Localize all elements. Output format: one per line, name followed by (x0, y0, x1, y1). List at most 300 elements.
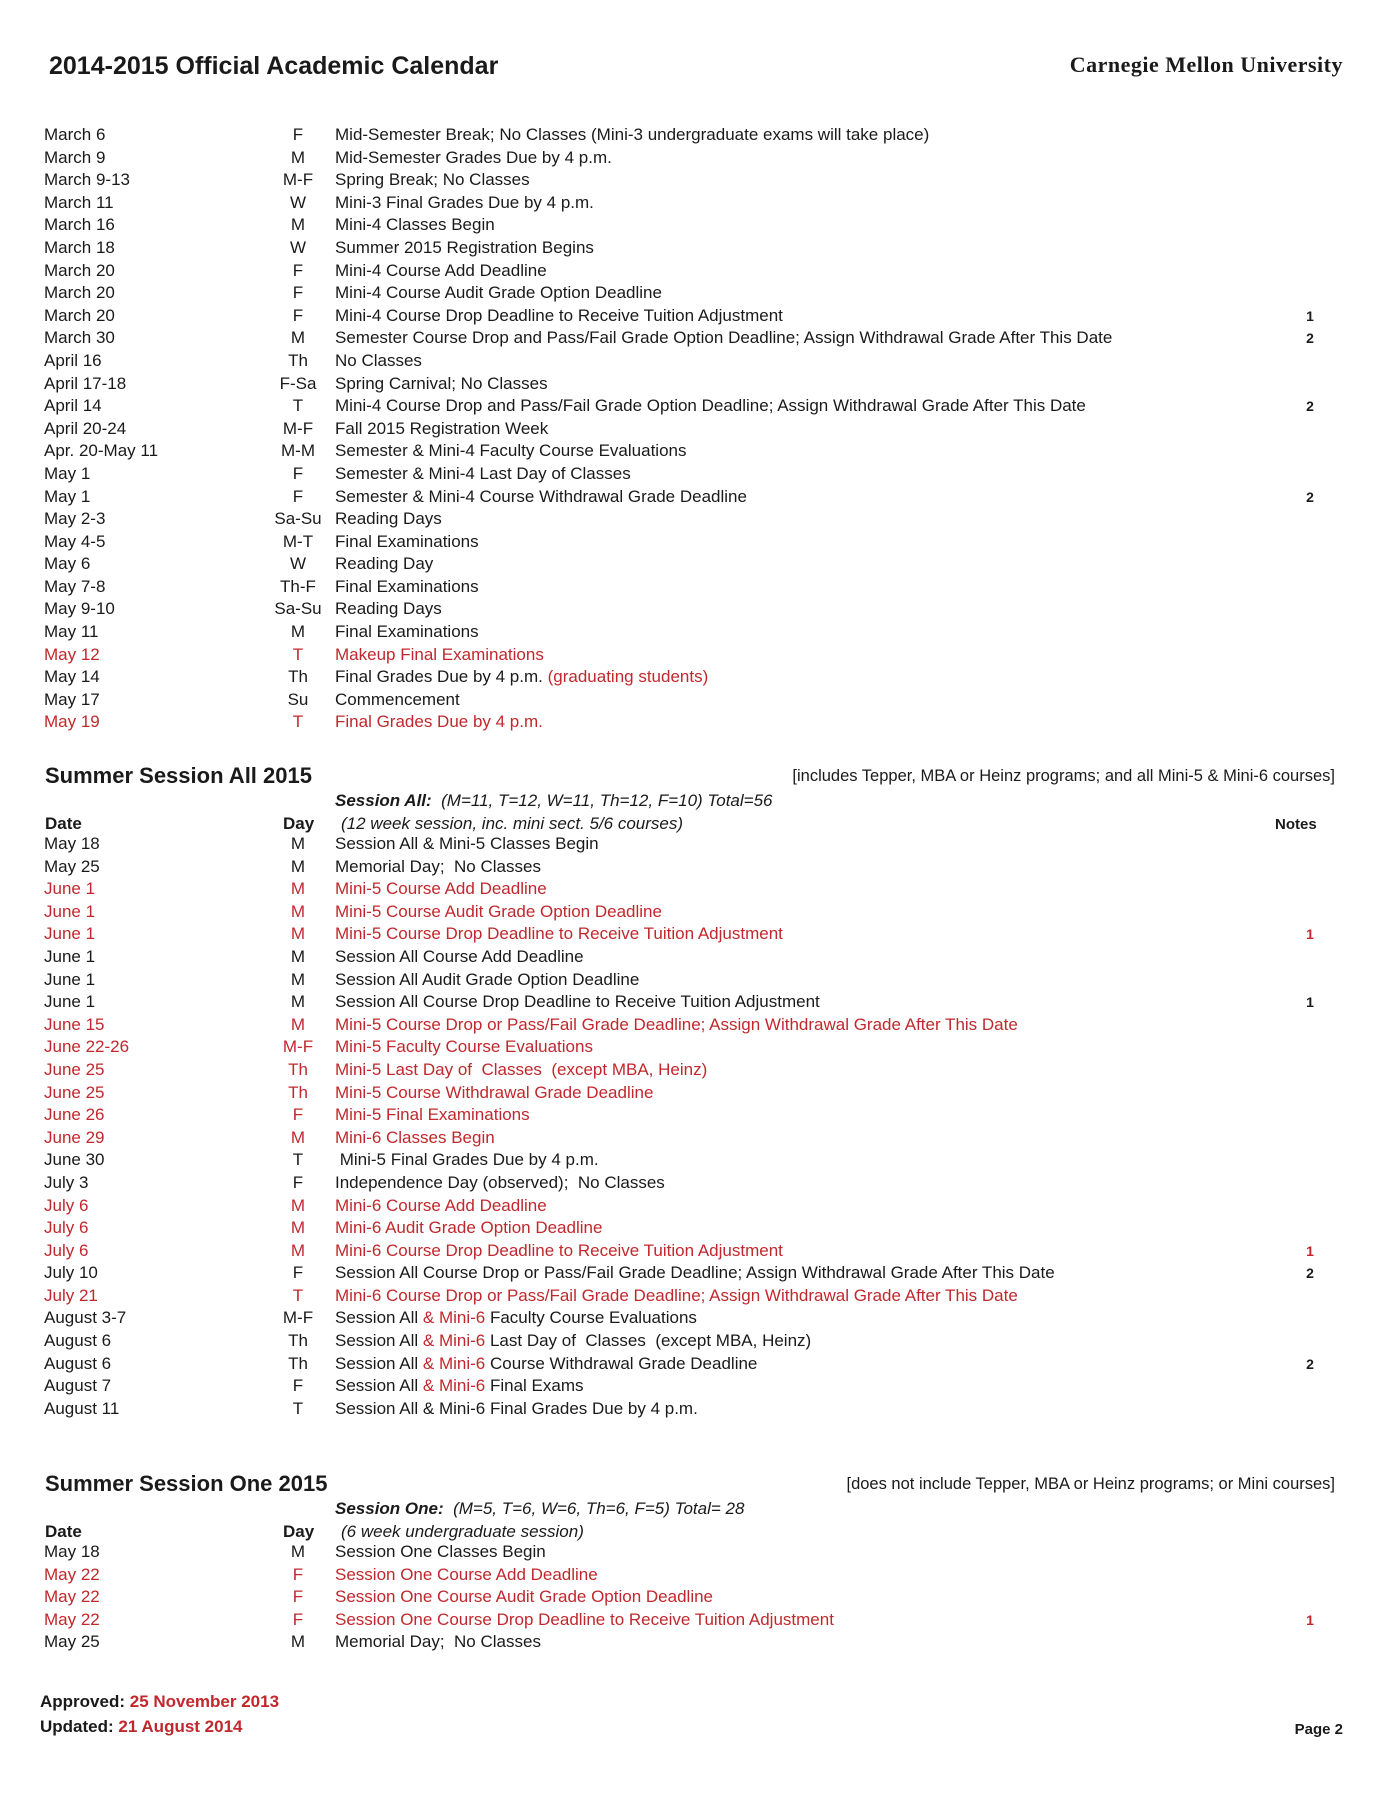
row-day: F (292, 283, 304, 303)
row-date: March 6 (44, 125, 106, 144)
table-row (0, 1375, 1391, 1398)
row-date: May 4-5 (44, 531, 106, 551)
row-event-text: Mini-5 Final Grades Due by 4 p.m. (335, 1150, 599, 1170)
row-event (335, 878, 547, 901)
row-event (335, 1541, 546, 1564)
table-row (0, 621, 1391, 644)
row-event-text: Mini-5 Last Day of Classes (except MBA, Heinz) (335, 1059, 708, 1079)
summer-all-session-desc: (12 week session, inc. mini sect. 5/6 courses) (341, 814, 684, 833)
session-label: Session All: (335, 791, 432, 810)
row-day: Th-F (280, 576, 316, 596)
spring-calendar-table (0, 124, 1391, 734)
row-event (335, 486, 747, 509)
row-event-text: Session All & Mini-6 Final Grades Due by 4 p.m. (335, 1398, 698, 1418)
row-event-text: Mid-Semester Break; No Classes (Mini-3 undergraduate exams will take place) (335, 125, 930, 144)
row-day: M (290, 1542, 306, 1561)
table-row (0, 1541, 1391, 1564)
row-day: F (292, 260, 304, 280)
row-date: May 19 (44, 712, 100, 732)
table-row (0, 923, 1391, 946)
row-day: F (292, 486, 304, 506)
row-event (335, 644, 544, 667)
row-event (335, 1307, 697, 1330)
row-date: June 1 (44, 992, 96, 1012)
row-day: T (292, 712, 304, 732)
row-event (335, 833, 599, 856)
table-row (0, 169, 1391, 192)
row-event-text: Session All Audit Grade Option Deadline (335, 969, 640, 989)
row-date: April 17-18 (44, 373, 127, 393)
row-day: M-M (281, 441, 315, 461)
row-event (335, 901, 662, 924)
row-event (335, 1586, 713, 1609)
page-title: 2014-2015 Official Academic Calendar (49, 52, 499, 80)
row-date: March 16 (44, 215, 115, 235)
row-note: 2 (1306, 330, 1314, 347)
row-day: T (292, 396, 304, 416)
column-header-day: Day (283, 814, 315, 833)
row-event-text: Session All (335, 1353, 419, 1373)
row-date: May 22 (44, 1564, 100, 1584)
row-day: Su (287, 689, 309, 709)
row-day: M-F (282, 1308, 314, 1328)
row-event (335, 689, 460, 712)
row-day: M (290, 147, 306, 167)
table-row (0, 1059, 1391, 1082)
row-event (335, 1082, 653, 1105)
row-event-tail: Course Withdrawal Grade Deadline (485, 1353, 758, 1373)
approved-date: 25 November 2013 (129, 1692, 280, 1711)
row-date: May 18 (44, 1542, 100, 1561)
row-date: June 1 (44, 969, 96, 989)
row-day: M (290, 834, 306, 853)
row-event (335, 1149, 599, 1172)
page-number: Page 2 (1294, 1721, 1343, 1738)
column-header-notes: Notes (1275, 816, 1317, 833)
row-date: May 18 (44, 834, 100, 853)
row-day: T (292, 644, 304, 664)
row-date: May 11 (44, 622, 99, 642)
table-row (0, 508, 1391, 531)
table-row (0, 553, 1391, 576)
row-day: M-F (282, 418, 314, 438)
row-day: M-T (282, 531, 314, 551)
university-name: Carnegie Mellon University (1069, 52, 1343, 77)
row-day: T (292, 1285, 304, 1305)
row-day: F (292, 463, 304, 483)
row-event-text: Session All (335, 1331, 419, 1351)
table-row (0, 440, 1391, 463)
row-event (335, 327, 1112, 350)
row-event-text: Semester & Mini-4 Faculty Course Evaluations (335, 441, 687, 461)
summer-all-session-counts (335, 791, 773, 811)
row-date: April 20-24 (44, 418, 127, 438)
row-date: March 20 (44, 260, 115, 280)
row-event-text: Makeup Final Examinations (335, 644, 544, 664)
row-event (335, 463, 631, 486)
row-date: June 15 (44, 1014, 105, 1034)
row-date: July 10 (44, 1263, 98, 1283)
table-row (0, 531, 1391, 554)
row-date: July 6 (44, 1218, 89, 1238)
row-event-text: Semester & Mini-4 Course Withdrawal Grade Deadline (335, 486, 747, 506)
row-date: May 22 (44, 1609, 100, 1629)
row-event (335, 856, 541, 879)
row-day: Th (288, 1059, 308, 1079)
row-day: M (290, 1195, 306, 1215)
table-row (0, 1330, 1391, 1353)
row-event-text: Reading Day (335, 554, 434, 574)
summer-one-session-desc: (6 week undergraduate session) (341, 1522, 584, 1541)
row-day: Sa-Su (274, 509, 322, 529)
row-event-text: Mini-5 Course Add Deadline (335, 879, 547, 899)
summer-all-table (0, 833, 1391, 1420)
row-event (335, 395, 1086, 418)
table-row (0, 147, 1391, 170)
row-event (335, 169, 530, 192)
row-note: 2 (1306, 488, 1314, 505)
table-row (0, 689, 1391, 712)
row-note: 1 (1306, 1242, 1314, 1259)
row-event-text: Mini-5 Course Withdrawal Grade Deadline (335, 1082, 654, 1102)
row-event-highlight: & Mini-6 (418, 1376, 486, 1396)
row-day: Th (288, 667, 308, 687)
row-date: May 7-8 (44, 576, 106, 596)
row-note: 1 (1306, 1611, 1314, 1628)
row-day: M-F (282, 1037, 314, 1057)
table-row (0, 1104, 1391, 1127)
table-row (0, 598, 1391, 621)
row-note: 1 (1306, 307, 1314, 324)
table-row (0, 1172, 1391, 1195)
summer-one-table (0, 1541, 1391, 1654)
row-event-tail: Faculty Course Evaluations (485, 1308, 697, 1328)
table-row (0, 1564, 1391, 1587)
row-event (335, 1398, 698, 1421)
row-day: F (292, 1376, 304, 1396)
row-date: May 6 (44, 554, 91, 574)
table-row (0, 711, 1391, 734)
row-day: M (290, 1218, 306, 1238)
row-event (335, 418, 548, 441)
row-day: W (289, 192, 307, 212)
table-row (0, 1586, 1391, 1609)
row-event (335, 1172, 665, 1195)
row-event-highlight: & Mini-6 (418, 1308, 486, 1328)
row-event-text: Semester Course Drop and Pass/Fail Grade Option Deadline; Assign Withdrawal Grade After This Date (335, 328, 1113, 348)
row-event (335, 576, 479, 599)
row-day: F (292, 1105, 304, 1125)
row-event-text: Spring Break; No Classes (335, 170, 530, 190)
row-event-text: Mini-5 Course Drop Deadline to Receive Tuition Adjustment (335, 924, 783, 944)
row-date: May 2-3 (44, 509, 106, 529)
row-event-highlight: (graduating students) (542, 667, 709, 687)
row-event (335, 711, 543, 734)
row-day: W (289, 237, 307, 257)
table-row (0, 856, 1391, 879)
row-day: M (290, 622, 306, 642)
row-event-text: Commencement (335, 689, 460, 709)
row-event (335, 192, 594, 215)
table-row (0, 124, 1391, 147)
row-event-text: Reading Days (335, 509, 442, 529)
row-day: M (290, 328, 306, 348)
row-date: May 25 (44, 1632, 100, 1652)
row-day: F (292, 1564, 304, 1584)
approved-line (40, 1692, 279, 1712)
row-event-text: Mini-6 Course Add Deadline (335, 1195, 547, 1215)
row-note: 1 (1306, 994, 1314, 1011)
row-event (335, 440, 686, 463)
session-counts: (M=5, T=6, W=6, Th=6, F=5) Total= 28 (453, 1499, 745, 1518)
row-event (335, 1104, 530, 1127)
table-row (0, 878, 1391, 901)
row-day: Th (288, 1353, 308, 1373)
row-event-text: Memorial Day; No Classes (335, 1632, 541, 1652)
row-date: March 9-13 (44, 170, 130, 190)
row-date: June 1 (44, 924, 96, 944)
row-event-text: Mini-5 Course Audit Grade Option Deadline (335, 901, 662, 921)
row-day: F (292, 1263, 304, 1283)
table-row (0, 237, 1391, 260)
row-event-text: Mini-6 Classes Begin (335, 1127, 495, 1147)
row-event-text: Independence Day (observed); No Classes (335, 1172, 665, 1192)
row-event (335, 531, 479, 554)
row-event (335, 1262, 1055, 1285)
row-event-text: Mini-5 Final Examinations (335, 1105, 530, 1125)
row-date: March 11 (44, 192, 114, 212)
row-event (335, 260, 547, 283)
row-event (335, 991, 820, 1014)
summer-one-title: Summer Session One 2015 (45, 1471, 328, 1496)
table-row (0, 260, 1391, 283)
row-day: M (290, 992, 306, 1012)
table-row (0, 305, 1391, 328)
row-date: May 1 (44, 463, 91, 483)
row-event (335, 1609, 834, 1632)
row-event (335, 373, 548, 396)
table-row (0, 1609, 1391, 1632)
row-date: June 30 (44, 1150, 105, 1170)
table-row (0, 395, 1391, 418)
row-day: W (289, 554, 307, 574)
row-event-text: Session One Course Add Deadline (335, 1564, 598, 1584)
row-date: March 18 (44, 237, 115, 257)
table-row (0, 282, 1391, 305)
row-date: May 22 (44, 1587, 100, 1607)
row-note: 2 (1306, 398, 1314, 415)
row-day: T (292, 1398, 304, 1418)
summer-one-session-counts (335, 1499, 744, 1519)
table-row (0, 1307, 1391, 1330)
row-event-text: Final Examinations (335, 576, 479, 596)
summer-one-includes: [does not include Tepper, MBA or Heinz programs; or Mini courses] (846, 1475, 1335, 1493)
row-event (335, 237, 594, 260)
row-day: Th (288, 1082, 308, 1102)
row-day: F (292, 125, 304, 144)
row-day: Th (288, 350, 308, 370)
row-event (335, 553, 433, 576)
table-row (0, 418, 1391, 441)
table-row (0, 192, 1391, 215)
row-event-text: Mini-5 Faculty Course Evaluations (335, 1037, 593, 1057)
table-row (0, 1127, 1391, 1150)
row-event-text: No Classes (335, 350, 422, 370)
row-event (335, 1217, 602, 1240)
row-event-highlight: & Mini-6 (418, 1331, 486, 1351)
row-day: M (290, 1014, 306, 1034)
table-row (0, 991, 1391, 1014)
row-event (335, 1014, 1018, 1037)
row-event-text: Session All Course Drop Deadline to Receive Tuition Adjustment (335, 992, 820, 1012)
row-event-text: Session All Course Add Deadline (335, 946, 584, 966)
row-day: M (290, 1240, 306, 1260)
table-row (0, 833, 1391, 856)
table-row (0, 1195, 1391, 1218)
table-row (0, 644, 1391, 667)
row-event (335, 1240, 783, 1263)
table-row (0, 1149, 1391, 1172)
row-event-text: Mini-6 Course Drop or Pass/Fail Grade Deadline; Assign Withdrawal Grade After This Date (335, 1285, 1018, 1305)
session-label: Session One: (335, 1499, 444, 1518)
row-day: M (290, 879, 306, 899)
row-event (335, 282, 662, 305)
row-event (335, 1631, 541, 1654)
row-event-text: Session All & Mini-5 Classes Begin (335, 834, 599, 853)
row-date: May 25 (44, 856, 100, 876)
row-event-text: Final Examinations (335, 622, 479, 642)
row-event-text: Session All Course Drop or Pass/Fail Grade Deadline; Assign Withdrawal Grade After This Date (335, 1263, 1055, 1283)
row-date: March 20 (44, 283, 115, 303)
row-date: August 6 (44, 1353, 112, 1373)
table-row (0, 327, 1391, 350)
row-day: F (292, 1172, 304, 1192)
row-event (335, 124, 929, 147)
row-date: May 9-10 (44, 599, 115, 619)
row-note: 2 (1306, 1355, 1314, 1372)
column-header-date: Date (45, 1522, 82, 1541)
row-event (335, 1353, 757, 1376)
row-event-text: Mini-4 Course Add Deadline (335, 260, 547, 280)
row-date: June 1 (44, 901, 96, 921)
row-date: July 6 (44, 1195, 89, 1215)
row-day: F (292, 1609, 304, 1629)
row-day: F-Sa (279, 373, 317, 393)
row-event-text: Session All (335, 1308, 419, 1328)
row-date: June 25 (44, 1059, 105, 1079)
table-row (0, 486, 1391, 509)
row-date: Apr. 20-May 11 (44, 441, 159, 461)
row-event-text: Semester & Mini-4 Last Day of Classes (335, 463, 631, 483)
summer-all-includes: [includes Tepper, MBA or Heinz programs; and all Mini-5 & Mini-6 courses] (792, 767, 1335, 785)
row-event-text: Session All (335, 1376, 419, 1396)
row-day: M (290, 924, 306, 944)
row-note: 2 (1306, 1265, 1314, 1282)
row-event-text: Session One Classes Begin (335, 1542, 546, 1561)
row-day: M (290, 215, 306, 235)
row-event-text: Mini-4 Classes Begin (335, 215, 495, 235)
row-event-text: Final Grades Due by 4 p.m. (335, 667, 543, 687)
row-event (335, 1375, 584, 1398)
row-date: June 29 (44, 1127, 105, 1147)
row-date: July 21 (44, 1285, 98, 1305)
row-event-text: Session One Course Drop Deadline to Receive Tuition Adjustment (335, 1609, 834, 1629)
table-row (0, 214, 1391, 237)
row-event (335, 1564, 598, 1587)
table-row (0, 1398, 1391, 1421)
row-day: Th (288, 1331, 308, 1351)
row-date: March 30 (44, 328, 115, 348)
table-row (0, 1285, 1391, 1308)
table-row (0, 373, 1391, 396)
row-event (335, 350, 422, 373)
row-day: M (290, 856, 306, 876)
row-event-highlight: & Mini-6 (418, 1353, 486, 1373)
table-row (0, 946, 1391, 969)
row-date: May 1 (44, 486, 91, 506)
row-date: July 3 (44, 1172, 89, 1192)
row-date: April 14 (44, 396, 102, 416)
table-row (0, 576, 1391, 599)
table-row (0, 1082, 1391, 1105)
row-date: June 1 (44, 879, 96, 899)
row-date: March 20 (44, 305, 115, 325)
row-date: April 16 (44, 350, 102, 370)
table-row (0, 1036, 1391, 1059)
row-day: M (290, 1632, 306, 1652)
row-event (335, 666, 708, 689)
row-date: June 25 (44, 1082, 105, 1102)
row-event-text: Final Grades Due by 4 p.m. (335, 712, 543, 732)
row-event-text: Mini-3 Final Grades Due by 4 p.m. (335, 192, 594, 212)
row-event-text: Memorial Day; No Classes (335, 856, 541, 876)
row-event (335, 1036, 593, 1059)
row-event-text: Mid-Semester Grades Due by 4 p.m. (335, 147, 612, 167)
row-day: T (292, 1150, 304, 1170)
table-row (0, 1262, 1391, 1285)
row-event (335, 598, 442, 621)
row-event-text: Session One Course Audit Grade Option Deadline (335, 1587, 714, 1607)
row-event-text: Reading Days (335, 599, 442, 619)
row-day: Sa-Su (274, 599, 322, 619)
row-event (335, 1195, 547, 1218)
row-date: May 17 (44, 689, 100, 709)
row-event (335, 946, 584, 969)
row-event (335, 1127, 495, 1150)
row-day: F (292, 1587, 304, 1607)
row-day: F (292, 305, 304, 325)
row-event-text: Spring Carnival; No Classes (335, 373, 548, 393)
summer-all-title: Summer Session All 2015 (45, 763, 312, 788)
row-day: M (290, 901, 306, 921)
table-row (0, 463, 1391, 486)
row-date: June 26 (44, 1105, 105, 1125)
table-row (0, 666, 1391, 689)
row-day: M-F (282, 170, 314, 190)
row-event (335, 923, 783, 946)
row-event (335, 1330, 811, 1353)
column-header-day: Day (283, 1522, 315, 1541)
row-date: March 9 (44, 147, 106, 167)
row-date: August 11 (44, 1398, 120, 1418)
row-date: June 1 (44, 946, 96, 966)
session-counts: (M=11, T=12, W=11, Th=12, F=10) Total=56 (441, 791, 773, 810)
column-header-date: Date (45, 814, 82, 833)
table-row (0, 350, 1391, 373)
row-event-text: Mini-4 Course Drop and Pass/Fail Grade Option Deadline; Assign Withdrawal Grade After This Date (335, 396, 1086, 416)
row-event-text: Summer 2015 Registration Begins (335, 237, 594, 257)
row-event (335, 969, 639, 992)
